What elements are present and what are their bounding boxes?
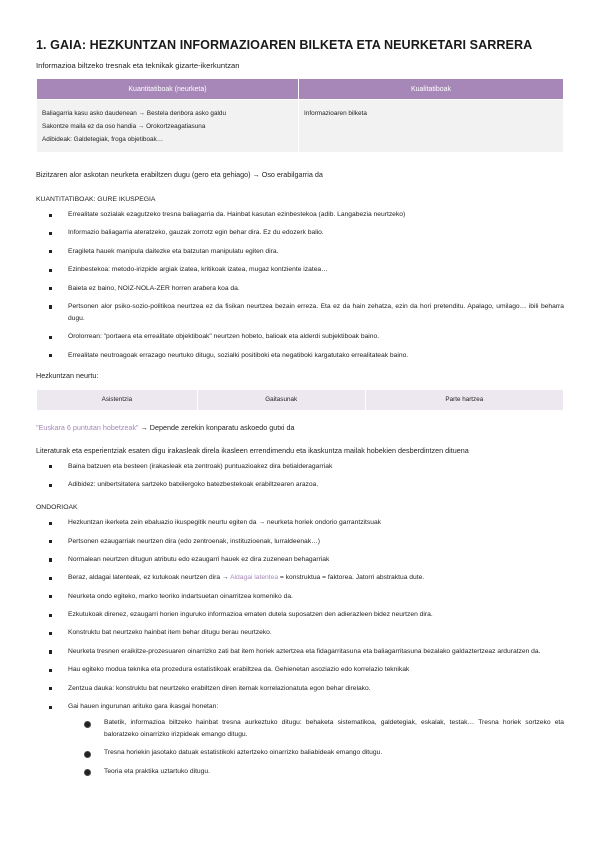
quantitative-header: Kuantitatiboak (neurketa) <box>37 79 299 100</box>
list-item: Informazio baliagarria ateratzeko, gauzak zorrotz egin behar dira. Ez du edozerk balio. <box>49 227 564 239</box>
list-item <box>49 536 564 548</box>
item-text: Pertsonen ezaugarriak neurtzen dira (edo zentroenak, instituzioenak, lurraldeenak…) <box>68 537 321 545</box>
conclusions-list <box>49 517 564 778</box>
item-text: Hau egiteko modua teknika eta prozedura estatistikoak erabiltzea da. Gehienetan asoziazio edo korrelazio teknikak <box>68 666 410 674</box>
quantitative-cell <box>37 100 299 153</box>
sub-list-item: Tresna horiekin jasotako datuak estatistikoki aztertzeko oinarrizko baliabideak emango ditugu. <box>84 747 564 759</box>
methods-table-row <box>37 100 564 153</box>
list-item <box>49 609 564 621</box>
euskara-line <box>36 422 564 434</box>
intro-line: Bizitzaren alor askotan neurketa erabiltzen dugu (gero eta gehiago) → Oso erabilgarria da <box>36 170 323 179</box>
item-text: Neurketa tresnen eraikitze-prozesuaren oinarrizko zati bat item horiek aztertzea eta fidagarritasuna eta baliagarritasuna bezalako galdaztertzeaz arduratzen da. <box>68 647 541 655</box>
list-item: Baina batzuen eta besteen (irakasleak eta zentroak) puntuazioakez dira betialderagarriak <box>49 461 564 473</box>
item-text: Konstruktu bat neurtzeko hainbat item behar ditugu berau neurtzeko. <box>68 629 272 637</box>
list-item <box>49 646 564 658</box>
item-text: Hezkuntzan ikerketa zein ebaluazio ikuspegitik neurtu egiten da → neurketa horiek ondorio garrantzitsuak <box>68 519 382 527</box>
qualitative-header: Kualitatiboak <box>299 79 564 100</box>
list-item: Baieta ez baino, NOIZ-NOLA-ZER horren arabera koa da. <box>49 283 564 295</box>
list-item <box>49 554 564 566</box>
highlight-term: Aldagai latentea <box>230 574 279 582</box>
item-text: Neurketa ondo egiteko, marko teoriko indartsuetan oinarritzea komeniko da. <box>68 592 293 600</box>
item-text: Zentzua dauka: konstruktu bat neurtzeko erabiltzen diren itemak korrelazionatuta egon behar direlako. <box>68 684 371 692</box>
list-item: Pertsonen alor psiko-sozio-politikoa neurtzea ez da fisikan neurtzea bezain erreza. Eta ez da hain zehatza, ezin da hori pretenditu. Apalago, umilago… ibili beharra dugu. <box>49 301 564 325</box>
quantitative-line: Baliagarria kasu asko daudenean → Bestela denbora asko galdu <box>42 110 227 117</box>
literature-list <box>49 461 564 491</box>
methods-table <box>36 78 564 153</box>
page-subtitle: Informazioa biltzeko tresnak eta teknikak gizarte-ikerkuntzan <box>36 61 240 70</box>
item-text: Beraz, aldagai latenteak, ez kutukoak neurtzen dira → <box>68 574 231 582</box>
item-text: Ezkutukoak direnez, ezaugarri horien inguruko informazioa ematen dutela suposatzen den adierazleen bidez neurtzen dira. <box>68 611 433 619</box>
list-item: Eragileta hauek manipula daitezke eta batzutan manipulatu egiten dira. <box>49 246 564 258</box>
list-item <box>49 517 564 529</box>
measure-row <box>37 389 564 410</box>
quantitative-heading: KUANTITATIBOAK: GURE IKUSPEGIA <box>36 196 156 203</box>
literature-paragraph: Literaturak eta esperientziak esaten digu irakasleak direla ikasleen errendimendu eta ikaskuntza mailak hobekien desberdintzen dituena <box>36 445 469 455</box>
list-item <box>49 664 564 676</box>
quantitative-line: Sakontze maila ez da oso handia → Orokortzeagatiasuna <box>42 123 206 130</box>
list-item: Adibidez: unibertsitatera sartzeko batxilergoko batezbestekoak erabiltzearen arazoa. <box>49 479 564 491</box>
euskara-quote: "Euskara 6 puntutan hobetzeak" <box>36 422 139 432</box>
sub-list-item: Teoria eta praktika uztartuko ditugu. <box>84 766 564 778</box>
item-text: = konstruktua = faktorea. Jatorri abstraktua dute. <box>278 574 425 582</box>
measure-table <box>36 389 564 411</box>
measure-label: Hezkuntzan neurtu: <box>36 370 99 380</box>
list-item <box>49 683 564 695</box>
item-text: Gai hauen ingurunan arituko gara ikasgai honetan: <box>68 703 219 711</box>
measure-cell: Asistentzia <box>37 389 198 410</box>
measure-cell: Parte hartzea <box>365 389 563 410</box>
measure-cell: Gaitasunak <box>197 389 365 410</box>
list-item <box>49 572 564 584</box>
list-item: Ezinbestekoa: metodo-irizpide argiak izatea, kritikoak izatea, mugaz kontziente izatea… <box>49 264 564 276</box>
page-title: 1. GAIA: HEZKUNTZAN INFORMAZIOAREN BILKETA ETA NEURKETARI SARRERA <box>36 38 533 52</box>
list-item <box>49 591 564 603</box>
list-item: Errealitate sozialak ezagutzeko tresna baliagarria da. Hainbat kasutan ezinbestekoa (adib. Langabezia neurtzeko) <box>49 209 564 221</box>
qualitative-cell: Informazioaren bilketa <box>299 100 564 153</box>
item-text: Normalean neurtzen ditugun atributu edo ezaugarri hauek ez dira zuzenean behagarriak <box>68 555 330 563</box>
euskara-rest: → Depende zerekin konparatu askoedo gutxi da <box>138 422 295 432</box>
methods-table-header <box>37 79 564 100</box>
conclusions-heading: ONDORIOAK <box>36 504 78 512</box>
sub-list <box>84 717 564 778</box>
list-item: Errealitate neutroagoak errazago neurtuko ditugu, sozialki positiboki eta negatiboki kargatutako errealitateak baino. <box>49 350 564 362</box>
list-item <box>49 701 564 778</box>
list-item: Orolorrean: "portaera eta errealitate objektiboak" neurtzen hobeto, balioak eta alderdi subjektiboak baino. <box>49 331 564 343</box>
quantitative-line: Adibideak: Galdetegiak, froga objetiboak… <box>42 136 164 143</box>
quantitative-list <box>49 209 564 362</box>
sub-list-item: Batetik, informazioa biltzeko hainbat tresna aurkeztuko ditugu: behaketa sistematikoa, galdetegiak, eskalak, testak… Tresna horiek sortzeko eta baloratzeko oinarrizko irizpideak emango ditugu. <box>84 717 564 741</box>
list-item <box>49 627 564 639</box>
